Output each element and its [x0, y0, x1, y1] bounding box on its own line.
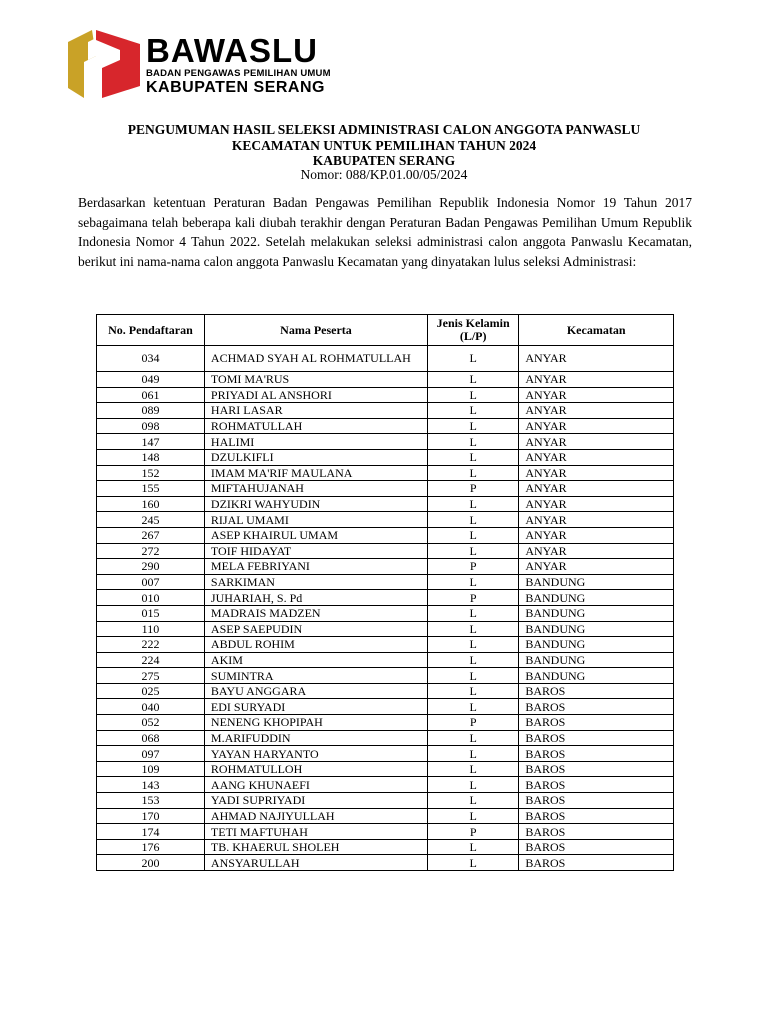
cell-kecamatan: BAROS [519, 793, 674, 809]
brand-region: KABUPATEN SERANG [146, 79, 325, 96]
cell-nama: ROHMATULLOH [204, 761, 427, 777]
cell-kecamatan: ANYAR [519, 372, 674, 388]
table-row [97, 605, 674, 621]
brand-subtitle: BADAN PENGAWAS PEMILIHAN UMUM [146, 68, 331, 79]
cell-kecamatan: ANYAR [519, 403, 674, 419]
cell-jenis-kelamin: L [428, 839, 519, 855]
table-row [97, 403, 674, 419]
cell-nama: SUMINTRA [204, 668, 427, 684]
cell-kecamatan: BAROS [519, 683, 674, 699]
cell-jenis-kelamin: L [428, 465, 519, 481]
cell-jenis-kelamin: L [428, 699, 519, 715]
cell-nama: NENENG KHOPIPAH [204, 715, 427, 731]
cell-no: 147 [97, 434, 205, 450]
cell-kecamatan: BAROS [519, 746, 674, 762]
table-row [97, 512, 674, 528]
cell-kecamatan: BAROS [519, 777, 674, 793]
table-row [97, 496, 674, 512]
cell-nama: M.ARIFUDDIN [204, 730, 427, 746]
cell-nama: ABDUL ROHIM [204, 637, 427, 653]
cell-nama: TETI MAFTUHAH [204, 824, 427, 840]
cell-nama: TB. KHAERUL SHOLEH [204, 839, 427, 855]
cell-kecamatan: BANDUNG [519, 590, 674, 606]
cell-nama: ACHMAD SYAH AL ROHMATULLAH [204, 346, 427, 372]
table-row [97, 559, 674, 575]
cell-no: 155 [97, 481, 205, 497]
cell-no: 174 [97, 824, 205, 840]
cell-kecamatan: BANDUNG [519, 605, 674, 621]
table-row [97, 449, 674, 465]
cell-jenis-kelamin: L [428, 621, 519, 637]
cell-no: 176 [97, 839, 205, 855]
cell-nama: BAYU ANGGARA [204, 683, 427, 699]
cell-nama: ROHMATULLAH [204, 418, 427, 434]
table-row [97, 527, 674, 543]
cell-nama: AKIM [204, 652, 427, 668]
cell-no: 068 [97, 730, 205, 746]
cell-no: 052 [97, 715, 205, 731]
cell-no: 224 [97, 652, 205, 668]
cell-no: 272 [97, 543, 205, 559]
table-row [97, 808, 674, 824]
cell-nama: JUHARIAH, S. Pd [204, 590, 427, 606]
table-row [97, 746, 674, 762]
cell-nama: ANSYARULLAH [204, 855, 427, 871]
cell-jenis-kelamin: P [428, 824, 519, 840]
document-title [0, 122, 768, 169]
bawaslu-emblem-icon [66, 28, 142, 100]
cell-kecamatan: BAROS [519, 839, 674, 855]
cell-nama: ASEP KHAIRUL UMAM [204, 527, 427, 543]
cell-jenis-kelamin: L [428, 761, 519, 777]
cell-nama: MELA FEBRIYANI [204, 559, 427, 575]
cell-no: 170 [97, 808, 205, 824]
cell-nama: RIJAL UMAMI [204, 512, 427, 528]
cell-no: 110 [97, 621, 205, 637]
cell-kecamatan: BAROS [519, 730, 674, 746]
cell-jenis-kelamin: L [428, 746, 519, 762]
table-row [97, 793, 674, 809]
table-row [97, 824, 674, 840]
table-row [97, 621, 674, 637]
cell-no: 160 [97, 496, 205, 512]
cell-kecamatan: BAROS [519, 855, 674, 871]
cell-jenis-kelamin: L [428, 777, 519, 793]
cell-jenis-kelamin: L [428, 574, 519, 590]
cell-jenis-kelamin: L [428, 855, 519, 871]
cell-kecamatan: BAROS [519, 715, 674, 731]
cell-no: 267 [97, 527, 205, 543]
cell-no: 143 [97, 777, 205, 793]
cell-jenis-kelamin: L [428, 652, 519, 668]
cell-jenis-kelamin: L [428, 605, 519, 621]
table-row [97, 574, 674, 590]
col-header-kecamatan: Kecamatan [519, 315, 674, 346]
cell-kecamatan: ANYAR [519, 481, 674, 497]
col-header-jenis-kelamin: Jenis Kelamin (L/P) [428, 315, 519, 346]
cell-kecamatan: ANYAR [519, 559, 674, 575]
cell-no: 034 [97, 346, 205, 372]
table-row [97, 652, 674, 668]
cell-no: 098 [97, 418, 205, 434]
cell-jenis-kelamin: L [428, 434, 519, 450]
cell-no: 200 [97, 855, 205, 871]
cell-kecamatan: BANDUNG [519, 668, 674, 684]
table-row [97, 777, 674, 793]
cell-jenis-kelamin: L [428, 637, 519, 653]
cell-no: 007 [97, 574, 205, 590]
table-header-row [97, 315, 674, 346]
cell-no: 049 [97, 372, 205, 388]
col-header-nama: Nama Peserta [204, 315, 427, 346]
cell-no: 061 [97, 387, 205, 403]
table-row [97, 715, 674, 731]
table-row [97, 637, 674, 653]
cell-no: 290 [97, 559, 205, 575]
table-row [97, 434, 674, 450]
table-row [97, 761, 674, 777]
cell-nama: PRIYADI AL ANSHORI [204, 387, 427, 403]
cell-no: 245 [97, 512, 205, 528]
cell-nama: AHMAD NAJIYULLAH [204, 808, 427, 824]
cell-nama: AANG KHUNAEFI [204, 777, 427, 793]
cell-nama: IMAM MA'RIF MAULANA [204, 465, 427, 481]
cell-jenis-kelamin: L [428, 449, 519, 465]
cell-jenis-kelamin: L [428, 387, 519, 403]
table-row [97, 839, 674, 855]
cell-kecamatan: BAROS [519, 699, 674, 715]
cell-nama: MIFTAHUJANAH [204, 481, 427, 497]
cell-no: 010 [97, 590, 205, 606]
title-line-3: KABUPATEN SERANG [312, 153, 456, 168]
title-line-2: KECAMATAN UNTUK PEMILIHAN TAHUN 2024 [231, 137, 537, 153]
cell-jenis-kelamin: P [428, 559, 519, 575]
cell-jenis-kelamin: L [428, 496, 519, 512]
table-row [97, 668, 674, 684]
cell-jenis-kelamin: L [428, 346, 519, 372]
brand-name: BAWASLU [146, 32, 318, 69]
table-row [97, 699, 674, 715]
cell-jenis-kelamin: P [428, 715, 519, 731]
cell-no: 097 [97, 746, 205, 762]
table-row [97, 590, 674, 606]
cell-kecamatan: ANYAR [519, 346, 674, 372]
cell-jenis-kelamin: L [428, 730, 519, 746]
intro-paragraph: Berdasarkan ketentuan Peraturan Badan Pengawas Pemilihan Republik Indonesia Nomor 19 Tahun 2017 sebagaimana telah beberapa kali diubah terakhir dengan Peraturan Badan Pengawas Pemilihan Umum Republik Indonesia Nomor 4 Tahun 2022. Setelah melakukan seleksi administrasi calon anggota Panwaslu Kecamatan, berikut ini nama-nama calon anggota Panwaslu Kecamatan yang dinyatakan lulus seleksi Administrasi: [78, 195, 692, 269]
table-row [97, 855, 674, 871]
table-row [97, 730, 674, 746]
cell-no: 148 [97, 449, 205, 465]
cell-no: 040 [97, 699, 205, 715]
cell-kecamatan: BAROS [519, 824, 674, 840]
cell-nama: TOMI MA'RUS [204, 372, 427, 388]
cell-jenis-kelamin: P [428, 481, 519, 497]
cell-nama: SARKIMAN [204, 574, 427, 590]
cell-nama: HALIMI [204, 434, 427, 450]
candidate-table [96, 314, 674, 871]
cell-nama: DZIKRI WAHYUDIN [204, 496, 427, 512]
cell-nama: HARI LASAR [204, 403, 427, 419]
col-header-no: No. Pendaftaran [97, 315, 205, 346]
cell-jenis-kelamin: L [428, 418, 519, 434]
cell-kecamatan: ANYAR [519, 543, 674, 559]
table-row [97, 543, 674, 559]
cell-nama: DZULKIFLI [204, 449, 427, 465]
table-row [97, 346, 674, 372]
cell-kecamatan: ANYAR [519, 434, 674, 450]
cell-jenis-kelamin: L [428, 372, 519, 388]
document-number: Nomor: 088/KP.01.00/05/2024 [300, 167, 468, 182]
cell-no: 152 [97, 465, 205, 481]
cell-nama: TOIF HIDAYAT [204, 543, 427, 559]
cell-kecamatan: ANYAR [519, 418, 674, 434]
cell-jenis-kelamin: L [428, 683, 519, 699]
cell-kecamatan: BANDUNG [519, 574, 674, 590]
cell-kecamatan: ANYAR [519, 465, 674, 481]
cell-jenis-kelamin: L [428, 403, 519, 419]
cell-no: 153 [97, 793, 205, 809]
cell-no: 089 [97, 403, 205, 419]
cell-nama: EDI SURYADI [204, 699, 427, 715]
cell-no: 025 [97, 683, 205, 699]
cell-no: 109 [97, 761, 205, 777]
cell-kecamatan: ANYAR [519, 527, 674, 543]
cell-kecamatan: ANYAR [519, 387, 674, 403]
cell-kecamatan: BANDUNG [519, 637, 674, 653]
table-row [97, 418, 674, 434]
cell-nama: MADRAIS MADZEN [204, 605, 427, 621]
cell-nama: YADI SUPRIYADI [204, 793, 427, 809]
cell-jenis-kelamin: L [428, 808, 519, 824]
table-row [97, 481, 674, 497]
cell-no: 222 [97, 637, 205, 653]
cell-kecamatan: BAROS [519, 808, 674, 824]
table-row [97, 372, 674, 388]
cell-no: 015 [97, 605, 205, 621]
brand-block [146, 34, 331, 97]
table-row [97, 387, 674, 403]
cell-jenis-kelamin: L [428, 543, 519, 559]
table-row [97, 683, 674, 699]
cell-nama: YAYAN HARYANTO [204, 746, 427, 762]
bawaslu-logo [66, 28, 366, 100]
cell-no: 275 [97, 668, 205, 684]
title-line-1: PENGUMUMAN HASIL SELEKSI ADMINISTRASI CALON ANGGOTA PANWASLU [127, 122, 641, 137]
cell-nama: ASEP SAEPUDIN [204, 621, 427, 637]
cell-jenis-kelamin: L [428, 512, 519, 528]
cell-kecamatan: BANDUNG [519, 621, 674, 637]
cell-kecamatan: BANDUNG [519, 652, 674, 668]
cell-jenis-kelamin: L [428, 668, 519, 684]
cell-jenis-kelamin: L [428, 527, 519, 543]
cell-kecamatan: BAROS [519, 761, 674, 777]
cell-kecamatan: ANYAR [519, 512, 674, 528]
cell-jenis-kelamin: P [428, 590, 519, 606]
cell-kecamatan: ANYAR [519, 449, 674, 465]
cell-jenis-kelamin: L [428, 793, 519, 809]
cell-kecamatan: ANYAR [519, 496, 674, 512]
table-row [97, 465, 674, 481]
